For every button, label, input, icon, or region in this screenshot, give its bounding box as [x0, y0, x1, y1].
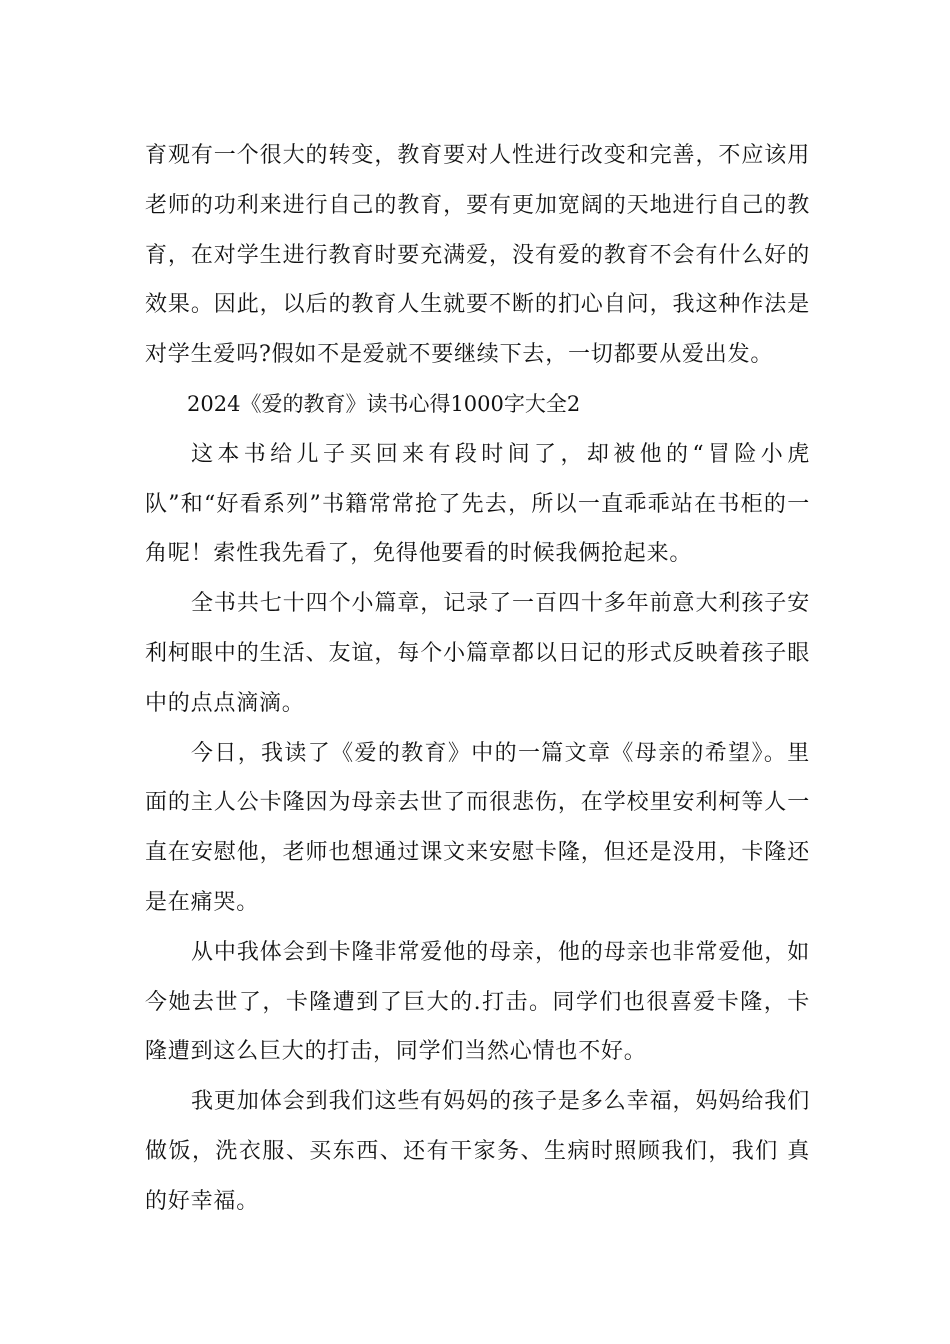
paragraph: 我更加体会到我们这些有妈妈的孩子是多么幸福，妈妈给我们做饭，洗衣服、买东西、还有干家务、生病时照顾我们，我们 真的好幸福。	[145, 1089, 810, 1214]
section-heading: 2024《爱的教育》读书心得1000字大全2	[187, 391, 581, 416]
paragraph: 全书共七十四个小篇章，记录了一百四十多年前意大利孩子安利柯眼中的生活、友谊，每个小篇章都以日记的形式反映着孩子眼中的点点滴滴。	[145, 591, 810, 716]
paragraph: 这本书给儿子买回来有段时间了，却被他的“冒险小虎队”和“好看系列”书籍常常抢了先去，所以一直乖乖站在书柜的一角呢！索性我先看了，免得他要看的时候我俩抢起来。	[145, 441, 810, 567]
document-body	[145, 131, 810, 1227]
paragraph-continuation: 育观有一个很大的转变，教育要对人性进行改变和完善，不应该用老师的功利来进行自己的教育，要有更加宽阔的天地进行自己的教育，在对学生进行教育时要充满爱，没有爱的教育不会有什么好的效果。因此，以后的教育人生就要不断的扪心自问，我这种作法是对学生爱吗?假如不是爱就不要继续下去，一切都要从爱出发。	[145, 143, 810, 368]
paragraph: 今日，我读了《爱的教育》中的一篇文章《母亲的希望》。里面的主人公卡隆因为母亲去世了而很悲伤，在学校里安利柯等人一直在安慰他，老师也想通过课文来安慰卡隆，但还是没用，卡隆还是在痛哭。	[145, 740, 810, 915]
paragraph: 从中我体会到卡隆非常爱他的母亲，他的母亲也非常爱他，如今她去世了，卡隆遭到了巨大的.打击。同学们也很喜爱卡隆，卡隆遭到这么巨大的打击，同学们当然心情也不好。	[145, 939, 810, 1065]
